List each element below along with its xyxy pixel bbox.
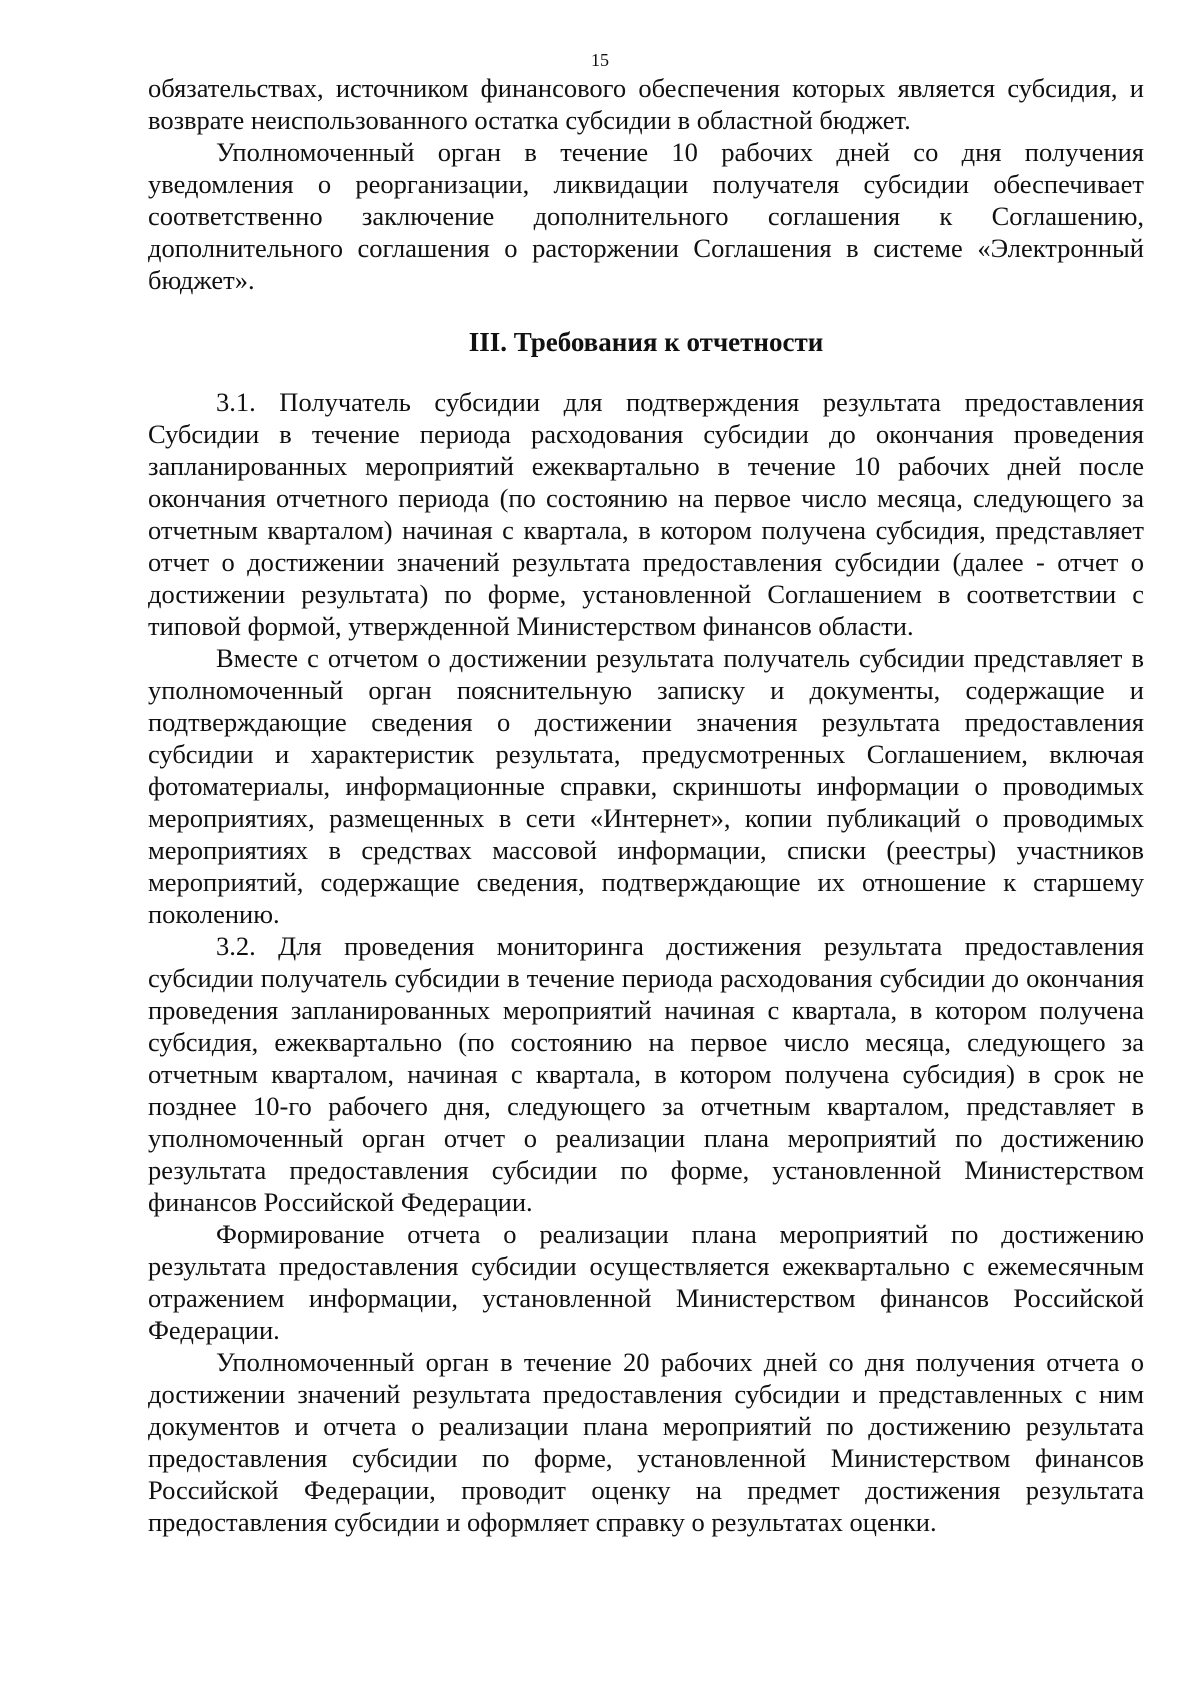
section-heading: III. Требования к отчетности xyxy=(468,327,824,357)
paragraph-3-1: 3.1. Получатель субсидии для подтверждения результата предоставления Субсидии в течение периода расходования субсидии до окончания проведения запланированных мероприятий ежеквартально в течение 10 рабочих дней после окончания отчетного периода (по состоянию на первое число месяца, следующего за отчетным кварталом) начиная с квартала, в котором получена субсидия, представляет отчет о достижении значений результата предоставления субсидии (далее - отчет о достижении результата) по форме, установленной Соглашением в соответствии с типовой формой, утвержденной Министерством финансов области. xyxy=(148,387,1144,641)
paragraph-report-formation: Формирование отчета о реализации плана мероприятий по достижению результата предоставления субсидии осуществляется ежеквартально с ежемесячным отражением информации, установленной Министерством финансов Российской Федерации. xyxy=(148,1219,1144,1345)
paragraph-reorganization-notice: Уполномоченный орган в течение 10 рабочих дней со дня получения уведомления о реорганизации, ликвидации получателя субсидии обеспечивает соответственно заключение дополнительного соглашения к Соглашению, дополнительного соглашения о расторжении Соглашения в системе «Электронный бюджет». xyxy=(148,137,1144,295)
paragraph-evaluation: Уполномоченный орган в течение 20 рабочих дней со дня получения отчета о достижении значений результата предоставления субсидии и представленных с ним документов и отчета о реализации плана мероприятий по достижению результата предоставления субсидии по форме, установленной Министерством финансов Российской Федерации, проводит оценку на предмет достижения результата предоставления субсидии и оформляет справку о результатах оценки. xyxy=(148,1347,1144,1537)
page-number: 15 xyxy=(591,50,609,70)
document-body xyxy=(148,72,1144,1538)
paragraph-explanatory-note: Вместе с отчетом о достижении результата получатель субсидии представляет в уполномоченный орган пояснительную записку и документы, содержащие и подтверждающие сведения о достижении значения результата предоставления субсидии и характеристик результата, предусмотренных Соглашением, включая фотоматериалы, информационные справки, скриншоты информации о проводимых мероприятиях, размещенных в сети «Интернет», копии публикаций о проводимых мероприятиях в средствах массовой информации, списки (реестры) участников мероприятий, содержащие сведения, подтверждающие их отношение к старшему поколению. xyxy=(148,643,1144,929)
paragraph-continuation: обязательствах, источником финансового обеспечения которых является субсидия, и возврате неиспользованного остатка субсидии в областной бюджет. xyxy=(148,73,1144,135)
paragraph-3-2: 3.2. Для проведения мониторинга достижения результата предоставления субсидии получатель субсидии в течение периода расходования субсидии до окончания проведения запланированных мероприятий начиная с квартала, в котором получена субсидия, ежеквартально (по состоянию на первое число месяца, следующего за отчетным кварталом, начиная с квартала, в котором получена субсидия) в срок не позднее 10-го рабочего дня, следующего за отчетным кварталом, представляет в уполномоченный орган отчет о реализации плана мероприятий по достижению результата предоставления субсидии по форме, установленной Министерством финансов Российской Федерации. xyxy=(148,931,1144,1217)
